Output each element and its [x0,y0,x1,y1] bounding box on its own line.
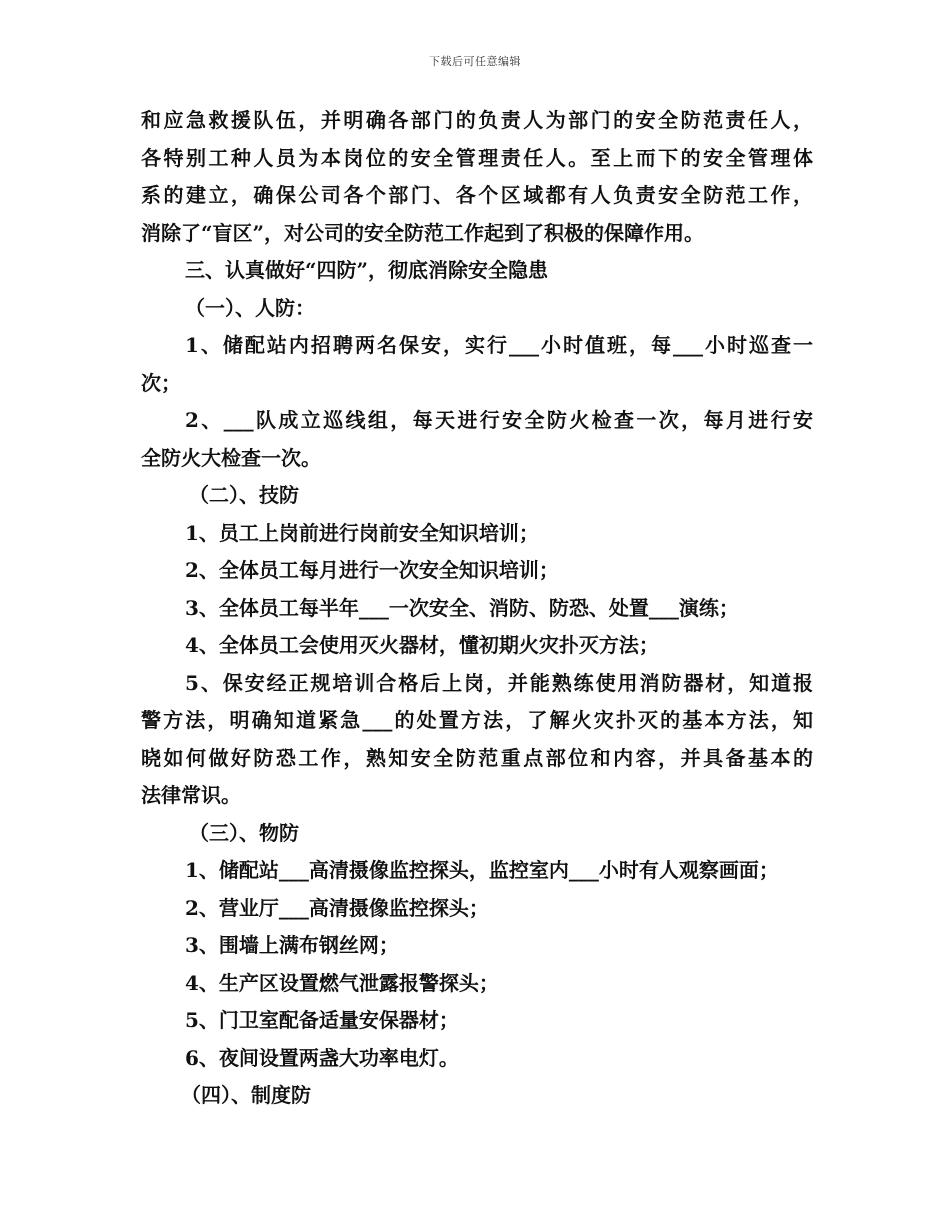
list-item-line: 3、围墙上满布钢丝网； [185,933,399,957]
paragraph-line: 和应急救援队伍，并明确各部门的负责人为部门的安全防范责任人， [141,108,813,132]
list-item-line: 2、___队成立巡线组，每天进行安全防火检查一次，每月进行安 [185,408,813,432]
subsection-heading: （三）、物防 [189,820,299,845]
page-header: 下载后可任意编辑 [429,55,521,68]
list-item-line: 1、储配站内招聘两名保安，实行___小时值班，每___小时巡查一 [185,333,813,357]
list-item-line: 4、生产区设置燃气泄露报警探头； [185,970,499,995]
list-item-line: 2、全体员工每月进行一次安全知识培训； [185,558,559,582]
paragraph-line: 消除了“盲区”，对公司的安全防范工作起到了积极的保障作用。 [141,220,705,245]
list-item-line: 1、员工上岗前进行岗前安全知识培训； [185,520,539,545]
list-item-line: 警方法，明确知道紧急___的处置方法，了解火灾扑灭的基本方法，知 [141,708,813,732]
list-item-line: 全防火大检查一次。 [141,445,321,470]
list-item-line: 1、储配站___高清摄像监控探头，监控室内___小时有人观察画面； [185,858,779,882]
section-heading: 三、认真做好“四防”，彻底消除安全隐患 [185,258,549,282]
paragraph-line: 系的建立，确保公司各个部门、各个区域都有人负责安全防范工作， [141,183,813,207]
subsection-heading: （四）、制度防 [181,1083,311,1107]
paragraph-line: 各特别工种人员为本岗位的安全管理责任人。至上而下的安全管理体 [141,145,813,170]
list-item-line: 2、营业厅___高清摄像监控探头； [185,895,489,920]
list-item-line: 5、保安经正规培训合格后上岗，并能熟练使用消防器材，知道报 [185,670,813,695]
list-item-line: 晓如何做好防恐工作，熟知安全防范重点部位和内容，并具备基本的 [141,745,813,770]
list-item-line: 4、全体员工会使用灭火器材，懂初期火灾扑灭方法； [185,633,659,657]
list-item-line: 5、门卫室配备适量安保器材； [185,1008,459,1032]
subsection-heading: （一）、人防： [185,295,315,320]
list-item-line: 法律常识。 [141,783,241,807]
list-item-line: 次； [141,370,181,395]
list-item-line: 6、夜间设置两盏大功率电灯。 [185,1045,459,1070]
list-item-line: 3、全体员工每半年___一次安全、消防、防恐、处置___演练； [185,595,739,620]
document-body [141,102,813,1115]
subsection-heading: （二）、技防 [189,483,299,507]
